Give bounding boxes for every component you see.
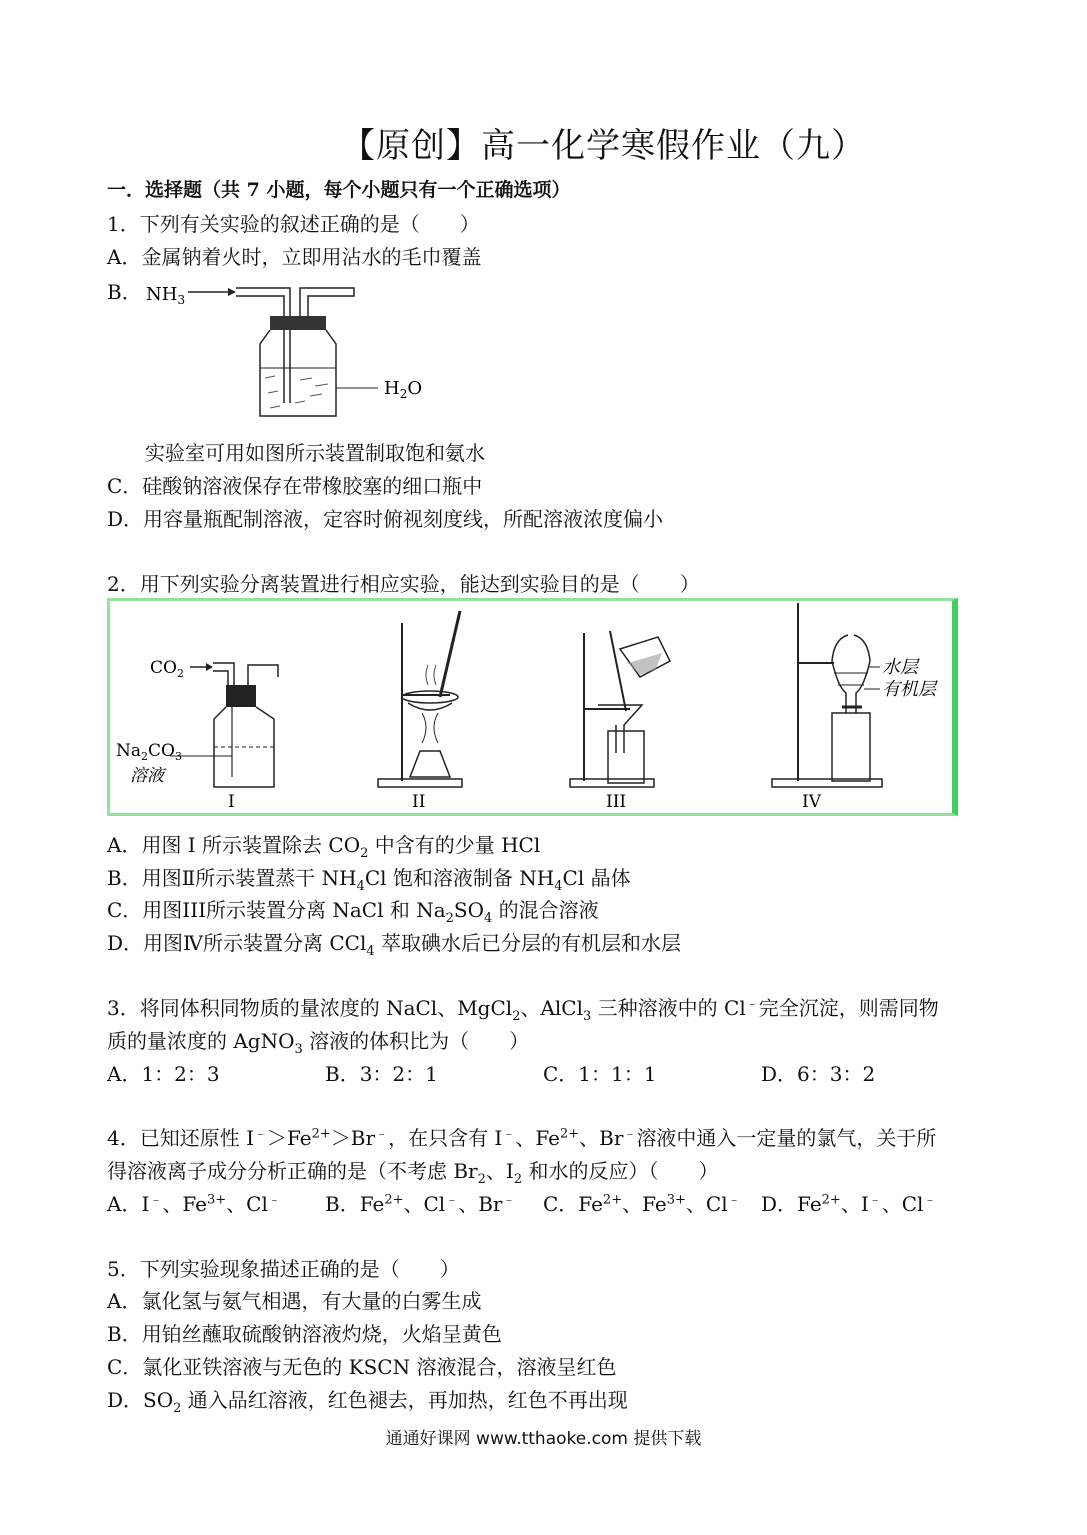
q2-apparatus-figure xyxy=(107,598,958,816)
q5-option-b: B．用铂丝蘸取硫酸钠溶液灼烧，火焰呈黄色 xyxy=(107,1322,502,1346)
apparatus-i xyxy=(116,658,278,812)
q5-stem: 5．下列实验现象描述正确的是（ ） xyxy=(107,1257,460,1281)
apparatus-iv xyxy=(772,603,938,812)
svg-text:Na2CO3: $Na_2CO_3$ xyxy=(116,741,182,763)
q3-option-c: C．1：1：1 xyxy=(543,1062,657,1086)
q2-option-d: D．用图Ⅳ所示装置分离 CCl$_4$ 萃取碘水后已分层的有机层和水层 xyxy=(107,931,682,959)
section-heading: 一．选择题（共 7 小题，每个小题只有一个正确选项） xyxy=(107,179,571,201)
q3-option-a: A．1：2：3 xyxy=(107,1062,220,1086)
q1-gas-bottle-figure xyxy=(140,278,440,428)
svg-text:II: II xyxy=(412,792,426,812)
svg-text:III: III xyxy=(606,792,627,812)
q4-option-d: D．$Fe^{2+}$、I﹣、Cl﹣ xyxy=(761,1192,937,1216)
q1-option-b-label: B． xyxy=(107,280,142,304)
q4-stem-line1: 4．已知还原性 $I^﹣>Fe^{2+}>Br^﹣$，在只含有 I﹣、$Fe^{2+}$、Br﹣溶液中通入一定量的氯气，关于所 xyxy=(107,1126,937,1150)
q1-option-c: C．硅酸钠溶液保存在带橡胶塞的细口瓶中 xyxy=(107,474,483,498)
q1-option-d: D．用容量瓶配制溶液，定容时俯视刻度线，所配溶液浓度偏小 xyxy=(107,507,664,531)
svg-text:溶液: 溶液 xyxy=(130,766,164,786)
svg-text:CO2: $CO_2$ xyxy=(150,658,184,680)
q4-option-c: C．$Fe^{2+}$、$Fe^{3+}$、Cl﹣ xyxy=(543,1192,741,1216)
q5-option-d: D．$SO_2$ 通入品红溶液，红色褪去，再加热，红色不再出现 xyxy=(107,1388,628,1416)
q3-option-b: B．3：2：1 xyxy=(325,1062,438,1086)
q5-option-c: C．氯化亚铁溶液与无色的 KSCN 溶液混合，溶液呈红色 xyxy=(107,1355,617,1379)
q1-option-b-text: 实验室可用如图所示装置制取饱和氨水 xyxy=(145,441,485,465)
svg-text:IV: IV xyxy=(802,792,821,812)
apparatus-ii xyxy=(378,611,462,812)
q2-option-c: C．用图III所示装置分离 NaCl 和 $Na_2SO_4$ 的混合溶液 xyxy=(107,898,599,926)
q4-option-a: A．I﹣、$Fe^{3+}$、Cl﹣ xyxy=(107,1192,281,1216)
svg-text:I: I xyxy=(228,792,235,812)
q4-stem-line2: 得溶液离子成分分析正确的是（不考虑 $Br_2$、$I_2$ 和水的反应）（ ） xyxy=(107,1159,719,1187)
q3-stem-line2: 质的量浓度的 AgNO$_3$ 溶液的体积比为（ ） xyxy=(107,1029,530,1057)
q1-option-a: A．金属钠着火时，立即用沾水的毛巾覆盖 xyxy=(107,245,482,269)
apparatus-iii xyxy=(570,631,670,812)
q3-option-d: D．6：3：2 xyxy=(761,1062,876,1086)
q2-stem: 2．用下列实验分离装置进行相应实验，能达到实验目的是（ ） xyxy=(107,572,700,596)
q1-stem: 1．下列有关实验的叙述正确的是（ ） xyxy=(107,212,480,236)
h2o-label: $H_2O$ xyxy=(384,378,423,401)
q5-option-a: A．氯化氢与氨气相遇，有大量的白雾生成 xyxy=(107,1289,482,1313)
q2-option-b: B．用图Ⅱ所示装置蒸干 $NH_4Cl$ 饱和溶液制备 $NH_4Cl$ 晶体 xyxy=(107,866,631,894)
q4-option-b: B．$Fe^{2+}$、Cl﹣、Br﹣ xyxy=(325,1192,516,1216)
page-title: 【原创】高一化学寒假作业（九） xyxy=(341,126,866,166)
q2-option-a: A．用图 I 所示装置除去 $CO_2$ 中含有的少量 HCl xyxy=(107,833,541,861)
svg-text:水层: 水层 xyxy=(882,657,918,678)
svg-text:有机层: 有机层 xyxy=(882,679,936,700)
footer-source: 通通好课网 www.tthaoke.com 提供下载 xyxy=(385,1429,702,1449)
nh3-label: $NH_3$ xyxy=(146,284,186,307)
q3-stem-line1: 3．将同体积同物质的量浓度的 NaCl、MgCl$_2$、AlCl$_3$ 三种溶液中的 Cl﹣完全沉淀，则需同物 xyxy=(107,996,939,1024)
